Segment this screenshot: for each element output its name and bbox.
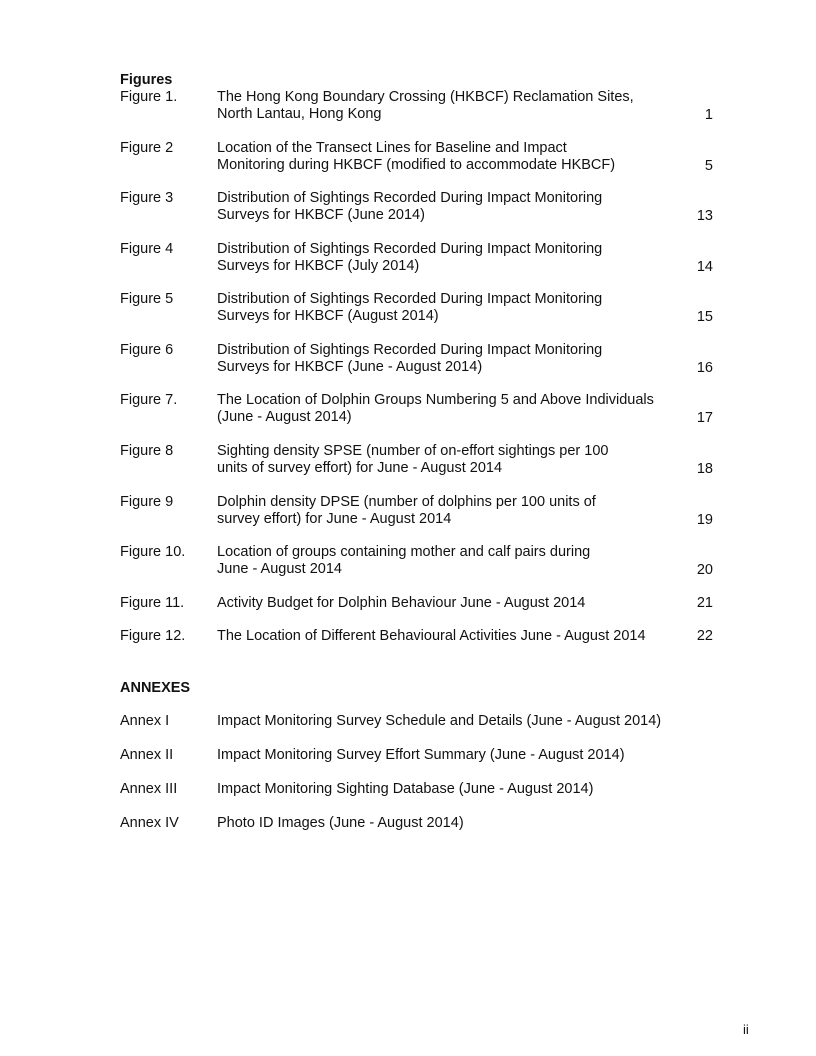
figure-title: Distribution of Sightings Recorded During Impact Monitoring Surveys for HKBCF (June - August 2014) [217,342,603,375]
annex-label: Annex III [120,781,178,797]
figure-label: Figure 3 [120,190,174,206]
figure-title: The Location of Different Behavioural Activities June - August 2014 [217,628,646,644]
figure-entry [120,291,720,327]
figure-page-number: 18 [696,461,713,477]
figure-label: Figure 8 [120,443,174,459]
annex-label: Annex II [120,747,174,763]
figure-label: Figure 4 [120,241,174,257]
figure-page-number: 13 [696,208,713,224]
annex-title: Impact Monitoring Survey Schedule and Details (June - August 2014) [217,713,662,729]
figure-label: Figure 5 [120,291,174,307]
figure-label: Figure 1. [120,89,178,105]
figure-label: Figure 11. [120,595,185,611]
figure-entry [120,544,720,580]
annex-entry [120,815,720,833]
figure-entry [120,190,720,226]
figure-page-number: 1 [704,107,713,123]
figure-entry [120,392,720,428]
figure-page-number: 19 [696,512,713,528]
figure-entry [120,89,720,125]
annex-entry [120,781,720,799]
annex-entry [120,713,720,731]
annex-label: Annex I [120,713,170,729]
figures-heading: Figures [120,72,173,88]
annexes-heading: ANNEXES [120,680,191,696]
figure-title: Distribution of Sightings Recorded During Impact Monitoring Surveys for HKBCF (June 2014) [217,190,603,223]
figure-page-number: 20 [696,562,713,578]
figure-title: Distribution of Sightings Recorded During Impact Monitoring Surveys for HKBCF (July 2014) [217,241,603,274]
figure-title: Sighting density SPSE (number of on-effort sightings per 100 units of survey effort) for June - August 2014 [217,443,609,476]
figure-title: The Location of Dolphin Groups Numbering 5 and Above Individuals (June - August 2014) [217,392,654,425]
figure-label: Figure 9 [120,494,174,510]
annex-entry [120,747,720,765]
annex-title: Impact Monitoring Sighting Database (June - August 2014) [217,781,594,797]
figure-title: Location of groups containing mother and calf pairs during June - August 2014 [217,544,591,577]
figure-entry [120,443,720,479]
figure-title: Location of the Transect Lines for Baseline and Impact Monitoring during HKBCF (modified to accommodate HKBCF) [217,140,616,173]
figure-entry [120,342,720,378]
annex-title: Photo ID Images (June - August 2014) [217,815,464,831]
figure-title: Activity Budget for Dolphin Behaviour June - August 2014 [217,595,586,611]
figure-entry [120,628,720,664]
figure-title: Distribution of Sightings Recorded During Impact Monitoring Surveys for HKBCF (August 2014) [217,291,603,324]
figure-entry [120,595,720,631]
annex-label: Annex IV [120,815,179,831]
figure-page-number: 5 [704,158,713,174]
figure-page-number: 14 [696,259,713,275]
figure-title: Dolphin density DPSE (number of dolphins per 100 units of survey effort) for June - August 2014 [217,494,596,527]
figure-entry [120,140,720,176]
page-number: ii [743,1022,749,1037]
figure-entry [120,241,720,277]
figure-page-number: 16 [696,360,713,376]
figure-label: Figure 6 [120,342,174,358]
figure-entry [120,494,720,530]
figure-page-number: 17 [696,410,713,426]
figure-page-number: 15 [696,309,713,325]
figure-label: Figure 10. [120,544,186,560]
figure-label: Figure 12. [120,628,186,644]
figure-page-number: 22 [696,628,713,644]
annex-title: Impact Monitoring Survey Effort Summary (June - August 2014) [217,747,625,763]
figure-page-number: 21 [696,595,713,611]
figure-label: Figure 2 [120,140,174,156]
figure-label: Figure 7. [120,392,178,408]
figure-title: The Hong Kong Boundary Crossing (HKBCF) Reclamation Sites, North Lantau, Hong Kong [217,89,634,122]
